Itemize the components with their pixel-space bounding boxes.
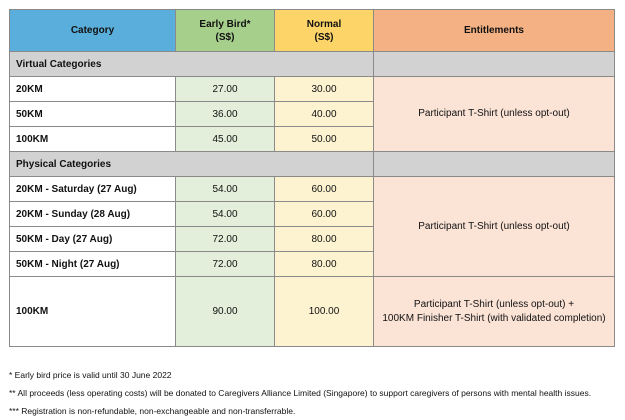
normal-price: 80.00 — [275, 252, 374, 277]
category-cell: 20KM - Saturday (27 Aug) — [10, 177, 176, 202]
table-row — [10, 77, 615, 102]
early-bird-price: 90.00 — [176, 277, 275, 347]
early-bird-price: 72.00 — [176, 227, 275, 252]
group-label-virtual: Virtual Categories — [10, 52, 374, 77]
normal-price: 30.00 — [275, 77, 374, 102]
header-early-bird-label: Early Bird* — [199, 18, 251, 30]
early-bird-price: 54.00 — [176, 177, 275, 202]
early-bird-price: 27.00 — [176, 77, 275, 102]
footnote-registration: *** Registration is non-refundable, non-exchangeable and non-transferrable. — [9, 406, 296, 416]
header-entitlements: Entitlements — [374, 10, 615, 52]
header-normal-currency: (S$) — [314, 31, 334, 43]
category-cell: 100KM — [10, 127, 176, 152]
header-normal-label: Normal — [306, 18, 342, 30]
header-category: Category — [10, 10, 176, 52]
entitlement-physical: Participant T-Shirt (unless opt-out) — [374, 177, 615, 277]
normal-price: 50.00 — [275, 127, 374, 152]
footnote-early-bird: * Early bird price is valid until 30 June 2022 — [9, 370, 172, 380]
category-cell: 50KM - Day (27 Aug) — [10, 227, 176, 252]
entitlement-100km-line-2: 100KM Finisher T-Shirt (with validated completion) — [382, 312, 606, 324]
early-bird-price: 45.00 — [176, 127, 275, 152]
entitlement-virtual: Participant T-Shirt (unless opt-out) — [374, 77, 615, 152]
early-bird-price: 54.00 — [176, 202, 275, 227]
footnote-proceeds: ** All proceeds (less operating costs) will be donated to Caregivers Alliance Limited (Singapore) to support caregivers of persons with mental health issues. — [9, 388, 592, 398]
header-early-bird — [176, 10, 275, 52]
registration-fee-table — [9, 9, 615, 347]
table-header-row — [10, 10, 615, 52]
group-row-physical-blank — [374, 152, 615, 177]
group-row-physical — [10, 152, 615, 177]
category-cell: 20KM — [10, 77, 176, 102]
category-cell: 50KM — [10, 102, 176, 127]
table-row — [10, 177, 615, 202]
table-row — [10, 277, 615, 347]
early-bird-price: 72.00 — [176, 252, 275, 277]
entitlement-100km-line-1: Participant T-Shirt (unless opt-out) + — [413, 298, 575, 310]
normal-price: 40.00 — [275, 102, 374, 127]
normal-price: 60.00 — [275, 202, 374, 227]
normal-price: 100.00 — [275, 277, 374, 347]
entitlement-physical-100km — [374, 277, 615, 347]
header-normal — [275, 10, 374, 52]
category-cell: 20KM - Sunday (28 Aug) — [10, 202, 176, 227]
group-row-virtual — [10, 52, 615, 77]
category-cell: 50KM - Night (27 Aug) — [10, 252, 176, 277]
category-cell: 100KM — [10, 277, 176, 347]
normal-price: 80.00 — [275, 227, 374, 252]
early-bird-price: 36.00 — [176, 102, 275, 127]
header-early-bird-currency: (S$) — [215, 31, 235, 43]
normal-price: 60.00 — [275, 177, 374, 202]
group-row-virtual-blank — [374, 52, 615, 77]
group-label-physical: Physical Categories — [10, 152, 374, 177]
